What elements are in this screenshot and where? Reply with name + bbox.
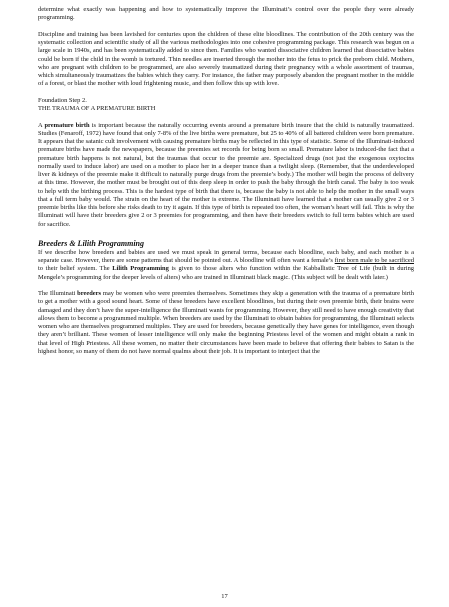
text-run: is important because the naturally occurring events around a premature birth insure that the child is naturally traumatized. Studies (Fenaroff, 1972) have found that only 7-8% of the live births were premature, but 25 to 40% of all battered children were born premature. It appears that the satanic cult involvement with causing premature births may be reflected in this type of statistic. Some of the Illuminati-induced premature births have made the newspapers, because the preemies set records for being born so small. Premature labor is induced-the fact that a premature birth happens is not natural, but the traumas that occur to the preemie are. Specialized drugs (not just the exogenous oxytocins normally used to induce labor) are used on a mother to place her in a deeper trance than a twilight sleep. (Remember, that the underdeveloped liver & kidneys of the preemie make it difficult to naturally purge drugs from the preemie’s body.) The mother will begin the process of delivery at this time. However, the mother must be brought out of this deep sleep in order to push the baby through the birth canal. The baby is too weak to help with the birthing process. This is the hardest type of birth that there is, because the baby is not able to help the mother in the small ways that a full term baby would. The strain on the heart of the mother is extreme. The Illuminati have learned that a mother can usually give 2 or 3 preemie births like this before she risks death to try it again. If this type of birth is repeated too often, the woman’s heart will fail. This is why the Illuminati will have their breeders give 2 or 3 preemies for programming, and then have their breeders switch to full term babies which are used for sacrifice. (38, 121, 414, 228)
paragraph-breeders-babies (38, 249, 414, 282)
bold-term-premature-birth: premature birth (44, 121, 90, 129)
bold-term-lilith-programming: Lilith Programming (112, 265, 169, 273)
paragraph-discipline-training: Discipline and training has been lavished for centuries upon the children of these elite bloodlines. The contribution of the 20th century was the systematic collection and scientific study of all the various methodologies into one cohesive programming package. This research was begun on a large scale in 1940s, and has been systematically added to since then. Families who wanted dissociative children learned that dissociative babies could be born if the child in the womb is tortured. Thin needles are inserted through the mother into the fetus to prick the preborn child. Mothers, who are pregnant with children to be programmed, are also severely traumatized during their pregnancy with a whole assortment of traumas, which simultaneously traumatizes the babies which they carry. For instance, the father may purposely abandon the pregnant mother in the middle of a forest, or blast the mother with loud frightening music, and then follow this up with love. (38, 30, 414, 88)
page-number: 17 (221, 593, 228, 600)
section-step-label: Foundation Step 2. (38, 96, 87, 104)
text-run: The Illuminati (38, 290, 78, 298)
paragraph-intro-continuation: determine what exactly was happening and how to systematically improve the Illuminati’s control over the people they were already programming. (38, 6, 414, 22)
paragraph-illuminati-breeders (38, 290, 414, 356)
sub-heading-breeders-lilith: Breeders & Lilith Programming (38, 239, 145, 249)
paragraph-premature-birth (38, 122, 414, 229)
underlined-phrase: first born male to be sacrificed (334, 257, 414, 265)
bold-term-breeders: breeders (77, 290, 102, 298)
text-run: A (38, 121, 45, 129)
section-title: THE TRAUMA OF A PREMATURE BIRTH (38, 105, 156, 113)
text-run: to their belief system. The (38, 265, 113, 273)
text-run: is given to those alters who function within the Kabballistic Tree of Life (built in during Mengele’s programming for the deeper levels of alters) who are trained in Illuminati black magic. (This subject will be dealt with later.) (38, 265, 415, 281)
text-run: If we describe how breeders and babies are used we must speak in general terms, because each bloodline, each baby, and each mother is a separate case. However, there are some patterns that should be pointed out. A bloodline will often want a female’s (38, 248, 414, 265)
document-page (38, 6, 414, 356)
text-run: may be women who were preemies themselves. Sometimes they skip a generation with the trauma of a premature birth to get a mother with a good sound heart. Some of these breeders have excellent bloodlines, but during their own preemie birth, their brains were damaged and they don’t have the super-intelligence the Illuminati wants for programming. However, they still need to have enough creativity that allows them to become a programmed multiple. When breeders are used by the Illuminati to obtain babies for programming, the Illuminati selects women who are themselves programmed multiples. They are used for breeders, because genetically they have genes for intelligence, even though they aren’t brilliant. These women of lesser intelligence will only make the beginning Priestess level of the women and might obtain a rank in that level of High Priestess. All these women, no matter their circumstances have been made to believe that offering their babies to Satan is the highest honor, so many of them do not have normal qualms about their job. It is important to interject that the (38, 290, 414, 355)
